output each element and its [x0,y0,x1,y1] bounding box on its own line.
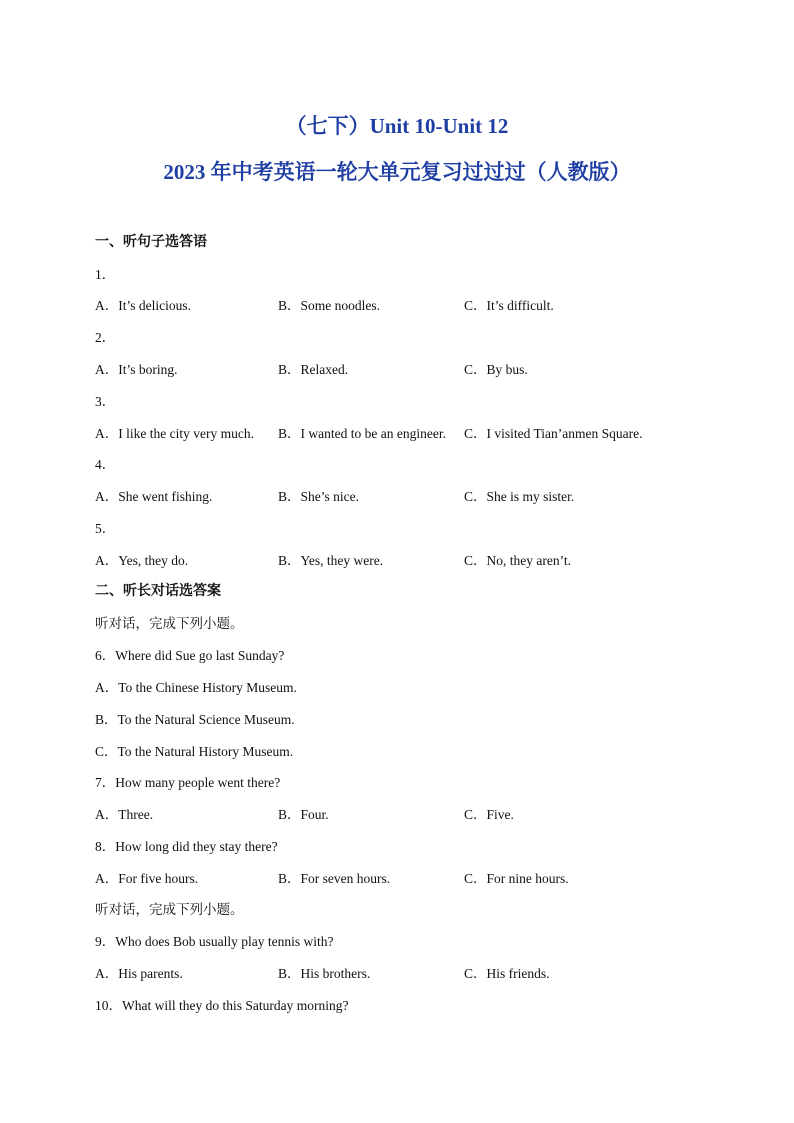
question-8-stem: 8．How long did they stay there? [95,839,278,854]
question-4-number: 4． [95,457,116,472]
question-3-option-c: C．I visited Tian’anmen Square. [464,426,643,441]
question-6-option-c: C．To the Natural History Museum. [95,744,294,759]
question-6-stem: 6．Where did Sue go last Sunday? [95,648,285,663]
question-4-option-a: A．She went fishing. [95,489,213,504]
question-9-option-a: A．His parents. [95,966,183,981]
section-heading-listening-dialogues: 二、听长对话选答案 [95,584,221,599]
section-heading-listening-sentences: 一、听句子选答语 [95,235,207,250]
question-3-option-b: B．I wanted to be an engineer. [278,426,446,441]
question-9-stem: 9．Who does Bob usually play tennis with? [95,934,334,949]
question-8-option-a: A．For five hours. [95,871,199,886]
question-8-option-b: B．For seven hours. [278,871,391,886]
question-9-option-b: B．His brothers. [278,966,371,981]
question-7-stem: 7．How many people went there? [95,775,281,790]
question-9-option-c: C．His friends. [464,966,550,981]
dialogue-instruction-2: 听对话，完成下列小题。 [95,902,244,917]
question-7-option-a: A．Three. [95,807,154,822]
question-10-stem: 10．What will they do this Saturday morning? [95,998,349,1013]
dialogue-instruction-1: 听对话，完成下列小题。 [95,616,244,631]
question-5-option-b: B．Yes, they were. [278,553,384,568]
question-3-number: 3． [95,394,116,409]
question-5-option-c: C．No, they aren’t. [464,553,571,568]
question-6-option-b: B．To the Natural Science Museum. [95,712,295,727]
question-2-option-c: C．By bus. [464,362,528,377]
question-2-number: 2． [95,330,116,345]
question-1-number: 1． [95,267,116,282]
question-3-option-a: A．I like the city very much. [95,426,254,441]
question-8-option-c: C．For nine hours. [464,871,569,886]
question-2-option-a: A．It’s boring. [95,362,178,377]
question-4-option-b: B．She’s nice. [278,489,359,504]
document-subtitle: 2023 年中考英语一轮大单元复习过过过（人教版） [163,160,631,184]
question-1-option-a: A．It’s delicious. [95,298,191,313]
question-5-number: 5． [95,521,116,536]
document-title: （七下）Unit 10-Unit 12 [285,114,509,138]
question-4-option-c: C．She is my sister. [464,489,575,504]
question-7-option-b: B．Four. [278,807,329,822]
question-6-option-a: A．To the Chinese History Museum. [95,680,297,695]
question-5-option-a: A．Yes, they do. [95,553,189,568]
question-2-option-b: B．Relaxed. [278,362,349,377]
question-1-option-c: C．It’s difficult. [464,298,554,313]
question-1-option-b: B．Some noodles. [278,298,381,313]
question-7-option-c: C．Five. [464,807,514,822]
